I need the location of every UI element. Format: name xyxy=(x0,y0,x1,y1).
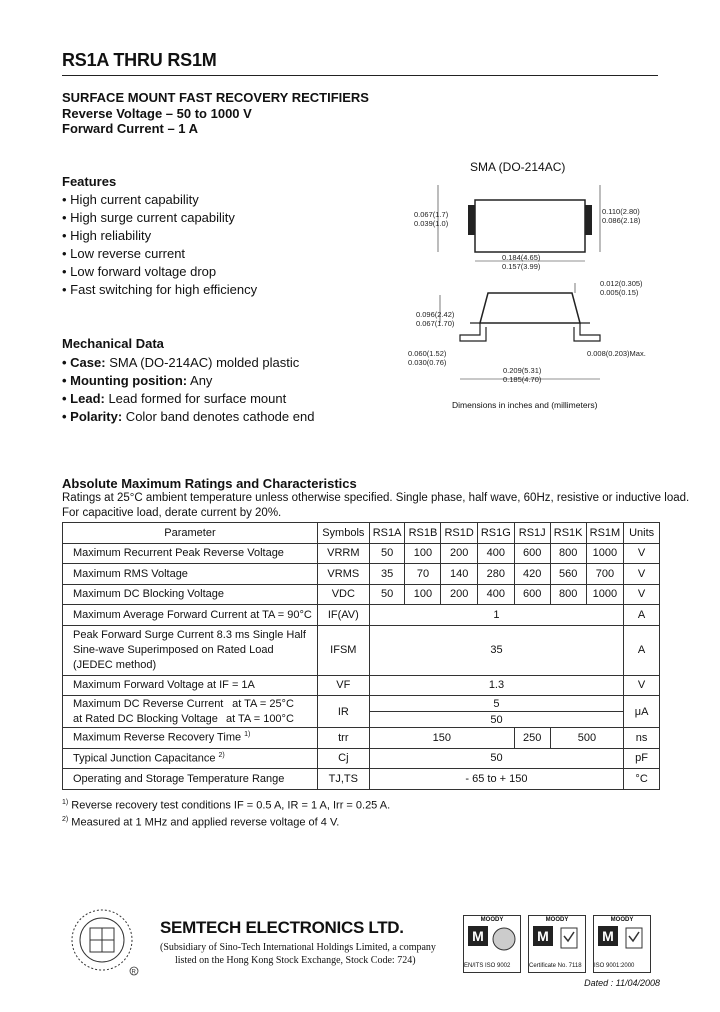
mechanical-item: • Polarity: Color band denotes cathode end xyxy=(62,409,315,424)
table-row: 50 xyxy=(63,712,660,728)
features-list xyxy=(62,191,257,299)
feature-item: • Low forward voltage drop xyxy=(62,264,217,279)
table-row: Maximum DC Reverse Current at TA = 25°C at Rated DC Blocking Voltage at TA = 100°C IR 5 μA xyxy=(63,696,660,712)
table-row: Maximum DC Blocking Voltage VDC 50 100 200 400 600 800 1000 V xyxy=(63,584,660,605)
ukas-logo-icon xyxy=(624,926,644,952)
product-subtitle: SURFACE MOUNT FAST RECOVERY RECTIFIERS xyxy=(62,90,369,105)
reverse-voltage-spec: Reverse Voltage – 50 to 1000 V xyxy=(62,106,252,121)
table-row: Maximum Reverse Recovery Time $^{1)}$ trr 150 250 500 ns xyxy=(63,728,660,749)
feature-item: • High reliability xyxy=(62,228,152,243)
company-listing-line: listed on the Hong Kong Stock Exchange, Stock Code: 724) xyxy=(175,955,416,966)
dim-label: 0.005(0.15) xyxy=(600,288,639,297)
dim-label: 0.184(4.65) xyxy=(502,253,541,262)
moody-logo-icon: M xyxy=(468,926,488,946)
table-row: Maximum RMS Voltage VRMS 35 70 140 280 420 560 700 V xyxy=(63,564,660,585)
table-row: Typical Junction Capacitance $^{2)}$ Cj 50 pF xyxy=(63,748,660,769)
feature-item: • Fast switching for high efficiency xyxy=(62,282,258,297)
company-name: SEMTECH ELECTRONICS LTD. xyxy=(160,918,404,937)
dim-label: 0.185(4.70) xyxy=(503,375,542,384)
table-row: Maximum Recurrent Peak Reverse Voltage VRRM 50 100 200 400 600 800 1000 V xyxy=(63,543,660,564)
ratings-note: Ratings at 25°C ambient temperature unless otherwise specified. Single phase, half wave, 60Hz, resistive or inductive load. xyxy=(62,492,690,504)
company-seal-icon xyxy=(68,908,140,980)
table-header-row: Parameter Symbols RS1A RS1B RS1D RS1G RS1J RS1K RS1M Units xyxy=(63,523,660,544)
features-heading: Features xyxy=(62,174,117,189)
dim-label: 0.086(2.18) xyxy=(602,216,641,225)
company-subsidiary-line: (Subsidiary of Sino-Tech International Holdings Limited, a company xyxy=(160,942,436,953)
mechanical-item: • Mounting position: Any xyxy=(62,373,213,388)
certification-caption: Certificate No. 7118 xyxy=(529,963,582,969)
dim-label: 0.157(3.99) xyxy=(502,262,541,271)
feature-item: • High current capability xyxy=(62,192,199,207)
table-row: Peak Forward Surge Current 8.3 ms Single Half Sine-wave Superimposed on Rated Load (JEDEC method) IFSM 35 A xyxy=(63,625,660,675)
table-row: Maximum Average Forward Current at TA = 90°C IF(AV) 1 A xyxy=(63,605,660,626)
dim-label: 0.039(1.0) xyxy=(414,219,449,228)
dim-label: 0.012(0.305) xyxy=(600,279,643,288)
certification-caption: ISO 9001:2000 xyxy=(594,963,635,969)
table-row: Maximum Forward Voltage at IF = 1A VF 1.3 V xyxy=(63,675,660,696)
feature-item: • High surge current capability xyxy=(62,210,235,225)
diagram-caption: Dimensions in inches and (millimeters) xyxy=(452,400,598,410)
package-outline-diagram xyxy=(400,175,662,410)
package-name: SMA (DO-214AC) xyxy=(470,160,566,174)
ukas-logo-icon xyxy=(559,926,579,952)
feature-item: • Low reverse current xyxy=(62,246,186,261)
dim-label: 0.067(1.7) xyxy=(414,210,449,219)
document-date: Dated : 11/04/2008 xyxy=(584,978,660,988)
ratings-heading: Absolute Maximum Ratings and Characteristics xyxy=(62,476,357,491)
svg-text:R: R xyxy=(131,969,136,976)
mechanical-item: • Case: SMA (DO-214AC) molded plastic xyxy=(62,355,300,370)
dim-label: 0.030(0.76) xyxy=(408,358,447,367)
certification-badge: MOODY M xyxy=(593,915,651,973)
mechanical-heading: Mechanical Data xyxy=(62,336,164,351)
footnotes: $^{1)}$ Reverse recovery test conditions IF = 0.5 A, IR = 1 A, Irr = 0.25 A. $^{2)}$ Measured at 1 MHz and applied reverse voltage of 4 V. xyxy=(62,799,391,829)
forward-current-spec: Forward Current – 1 A xyxy=(62,121,199,136)
certification-caption: EN/ITS ISO 9002 xyxy=(464,963,511,969)
zert-logo-icon xyxy=(491,926,517,952)
certification-badge: MOODY M xyxy=(463,915,521,973)
mechanical-item: • Lead: Lead formed for surface mount xyxy=(62,391,287,406)
moody-logo-icon: M xyxy=(533,926,553,946)
document-title: RS1A THRU RS1M xyxy=(62,50,217,70)
dim-label: 0.060(1.52) xyxy=(408,349,447,358)
certification-badge: MOODY M xyxy=(528,915,586,973)
table-row: Operating and Storage Temperature Range TJ,TS - 65 to + 150 °C xyxy=(63,769,660,790)
dim-label: 0.008(0.203)Max. xyxy=(587,349,646,358)
moody-logo-icon: M xyxy=(598,926,618,946)
title-divider xyxy=(62,75,658,76)
mechanical-list xyxy=(62,354,314,426)
ratings-note: For capacitive load, derate current by 20%. xyxy=(62,507,282,519)
dim-label: 0.067(1.70) xyxy=(416,319,455,328)
dim-label: 0.096(2.42) xyxy=(416,310,455,319)
dim-label: 0.110(2.80) xyxy=(602,207,640,216)
ratings-table xyxy=(62,522,660,790)
dim-label: 0.209(5.31) xyxy=(503,366,542,375)
